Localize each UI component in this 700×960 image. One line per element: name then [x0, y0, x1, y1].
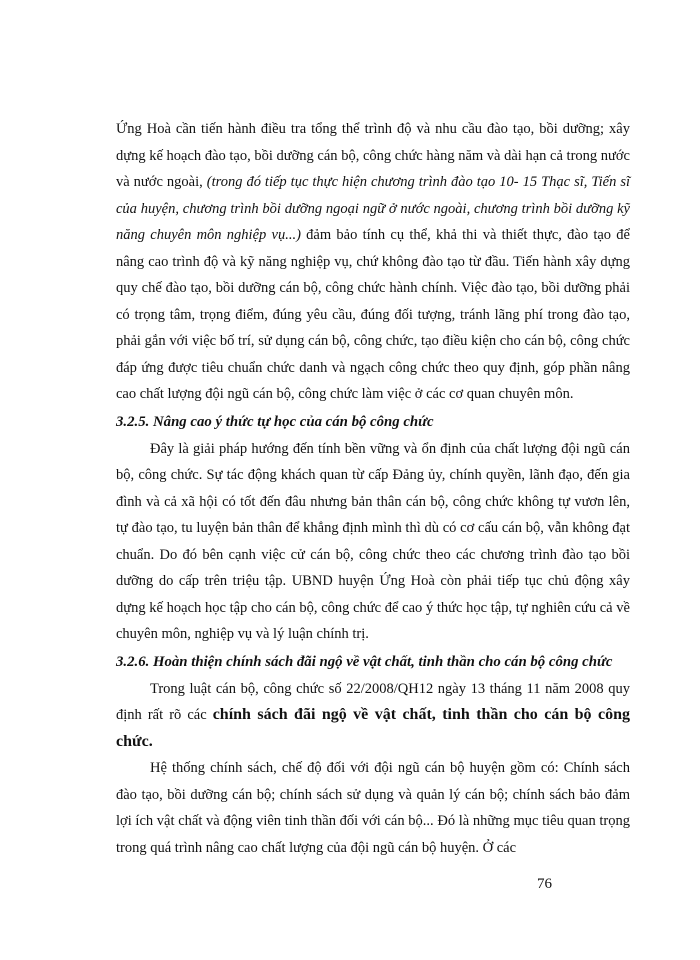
page-body: [116, 116, 630, 861]
section-heading-3-2-5: 3.2.5. Nâng cao ý thức tự học của cán bộ công chức: [116, 413, 434, 430]
paragraph-law-reference: [116, 676, 630, 756]
paragraph-policy-system: Hệ thống chính sách, chế độ đối với đội ngũ cán bộ huyện gồm có: Chính sách đào tạo, bồi dưỡng cán bộ; chính sách sử dụng và quản lý cán bộ; chính sách bảo đảm lợi ích vật chất và động viên tinh thần đối với cán bộ... Đó là những mục tiêu quan trọng trong quá trình nâng cao chất lượng của đội ngũ cán bộ huyện. Ở các: [116, 760, 630, 856]
italic-note: (trong đó tiếp tục thực hiện chương trình đào tạo 10- 15 Thạc sĩ, Tiến sĩ của huyện, chương trình bồi dưỡng ngoại ngữ ở nước ngoài, chương trình bồi dưỡng kỹ năng chuyên môn nghiệp vụ...): [116, 174, 630, 243]
bold-emphasis: chính sách đãi ngộ về vật chất, tinh thần cho cán bộ công chức.: [116, 706, 630, 750]
paragraph-training-plan: [116, 116, 630, 408]
paragraph-text: đảm bảo tính cụ thể, khả thi và thiết thực, đào tạo để nâng cao trình độ và kỹ năng nghiệp vụ, chứ không đào tạo từ đầu. Tiến hành xây dựng quy chế đào tạo, bồi dưỡng cán bộ, công chức hành chính. Việc đào tạo, bồi dưỡng phải có trọng tâm, trọng điểm, đúng yêu cầu, đúng đối tượng, tránh lãng phí trong đào tạo, phải gắn với việc bố trí, sử dụng cán bộ, công chức, tạo điều kiện cho cán bộ, công chức đáp ứng được tiêu chuẩn chức danh và ngạch công chức theo quy định, góp phần nâng cao chất lượng đội ngũ cán bộ, công chức làm việc ở các cơ quan chuyên môn.: [116, 227, 630, 402]
paragraph-self-study: Đây là giải pháp hướng đến tính bền vững và ổn định của chất lượng đội ngũ cán bộ, công chức. Sự tác động khách quan từ cấp Đảng ủy, chính quyền, lãnh đạo, đến gia đình và cả xã hội có tốt đến đâu nhưng bản thân cán bộ, công chức không tự vươn lên, tự đào tạo, tu luyện bản thân để khẳng định mình thì dù có cơ cấu cán bộ, vẫn không đạt chuẩn. Do đó bên cạnh việc cử cán bộ, công chức theo các chương trình đào tạo bồi dưỡng do cấp trên triệu tập. UBND huyện Ứng Hoà còn phải tiếp tục chủ động xây dựng kế hoạch học tập cho cán bộ, công chức để cao ý thức học tập, tự nghiên cứu cả về chuyên môn, nghiệp vụ và lý luận chính trị.: [116, 440, 630, 642]
paragraph-text: Trong luật cán bộ, công chức số 22/2008/QH12 ngày 13 tháng 11 năm 2008 quy định rất rõ các: [116, 680, 630, 723]
page-number: 76: [537, 876, 552, 892]
paragraph-text: Ứng Hoà cần tiến hành điều tra tổng thể trình độ và nhu cầu đào tạo, bồi dưỡng; xây dựng kế hoạch đào tạo, bồi dưỡng cán bộ, công chức hàng năm và dài hạn cả trong nước và nước ngoài,: [116, 121, 630, 190]
section-heading-3-2-6: 3.2.6. Hoàn thiện chính sách đãi ngộ về vật chất, tinh thần cho cán bộ công chức: [116, 653, 613, 670]
